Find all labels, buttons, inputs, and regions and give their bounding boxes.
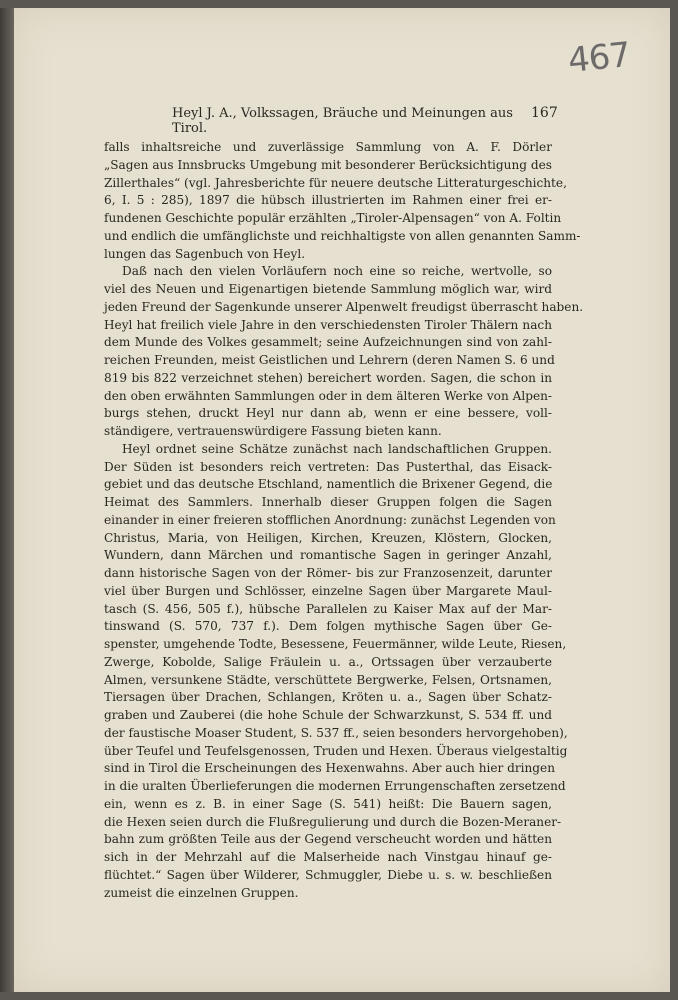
text-line: sich in der Mehrzahl auf die Malserheide nach Vinstgau hinauf ge- <box>104 850 552 864</box>
text-line: Daß nach den vielen Vorläufern noch eine so reiche, wertvolle, so <box>122 264 552 279</box>
text-line: in die uralten Überlieferungen die modernen Errungenschaften zersetzend <box>104 779 566 793</box>
text-line: spenster, umgehende Todte, Besessene, Feuermänner, wilde Leute, Riesen, <box>104 637 567 651</box>
running-head: Heyl J. A., Volkssagen, Bräuche und Meinungen aus Tirol. <box>172 106 513 136</box>
text-line: „Sagen aus Innsbrucks Umgebung mit besonderer Berücksichtigung des <box>104 157 552 172</box>
text-line: Heyl ordnet seine Schätze zunächst nach landschaftlichen Gruppen. <box>122 441 552 456</box>
text-line: jeden Freund der Sagenkunde unserer Alpenwelt freudigst überrascht haben. <box>104 299 584 314</box>
text-line: ein, wenn es z. B. in einer Sage (S. 541) heißt: Die Bauern sagen, <box>104 796 552 811</box>
text-line: zumeist die einzelnen Gruppen. <box>104 885 299 900</box>
text-line: die Hexen seien durch die Flußregulierung und durch die Bozen-Meraner- <box>104 814 562 829</box>
text-line: Christus, Maria, von Heiligen, Kirchen, Kreuzen, Klöstern, Glocken, <box>104 530 552 545</box>
text-line: gebiet und das deutsche Etschland, namentlich die Brixener Gegend, die <box>104 477 553 492</box>
text-line: Der Süden ist besonders reich vertreten: Das Pusterthal, das Eisack- <box>104 459 552 474</box>
text-line: lungen das Sagenbuch von Heyl. <box>104 246 306 261</box>
text-line: Zwerge, Kobolde, Salige Fräulein u. a., Ortssagen über verzauberte <box>104 654 552 669</box>
text-line: viel über Burgen und Schlösser, einzelne Sagen über Margarete Maul- <box>104 583 552 598</box>
text-line: 6, I. 5 : 285), 1897 die hübsch illustrierten im Rahmen einer frei er- <box>104 193 552 208</box>
text-line: viel des Neuen und Eigenartigen bietende Sammlung möglich war, wird <box>104 282 552 296</box>
text-line: fundenen Geschichte populär erzählten „Tiroler-Alpensagen“ von A. Foltin <box>104 211 562 225</box>
text-line: einander in einer freieren stofflichen Anordnung: zunächst Legenden von <box>104 512 556 527</box>
text-line: Tiersagen über Drachen, Schlangen, Kröten u. a., Sagen über Schatz- <box>104 690 552 705</box>
text-line: dem Munde des Volkes gesammelt; seine Aufzeichnungen sind von zahl- <box>104 335 552 350</box>
text-line: und endlich die umfänglichste und reichhaltigste von allen genannten Samm- <box>104 228 581 243</box>
text-line: Almen, versunkene Städte, verschüttete Bergwerke, Felsen, Ortsnamen, <box>104 672 552 687</box>
text-line: der faustische Moaser Student, S. 537 ff., seien besonders hervorgehoben), <box>104 725 568 740</box>
text-line: flüchtet.“ Sagen über Wilderer, Schmuggler, Diebe u. s. w. beschließen <box>104 867 552 882</box>
text-line: Heimat des Sammlers. Innerhalb dieser Gruppen folgen die Sagen <box>104 495 552 509</box>
text-line: den oben erwähnten Sammlungen oder in dem älteren Werke von Alpen- <box>104 388 552 403</box>
scan-edge-shadow <box>0 8 14 992</box>
body-text <box>104 139 584 902</box>
text-line: falls inhaltsreiche und zuverlässige Sammlung von A. F. Dörler <box>104 140 552 154</box>
pencil-folio-number: 467 <box>566 34 632 82</box>
text-line: tinswand (S. 570, 737 f.). Dem folgen mythische Sagen über Ge- <box>104 619 552 634</box>
text-line: 819 bis 822 verzeichnet stehen) bereichert worden. Sagen, die schon in <box>104 370 552 385</box>
text-line: sind in Tirol die Erscheinungen des Hexenwahns. Aber auch hier dringen <box>104 761 555 776</box>
text-line: dann historische Sagen von der Römer- bis zur Franzosenzeit, darunter <box>104 566 552 580</box>
text-line: ständigere, vertrauenswürdigere Fassung bieten kann. <box>104 424 442 438</box>
text-line: über Teufel und Teufelsgenossen, Truden und Hexen. Überaus vielgestaltig <box>104 743 568 758</box>
text-line: Zillerthales“ (vgl. Jahresberichte für neuere deutsche Litteraturgeschichte, <box>104 175 567 190</box>
text-line: Wundern, dann Märchen und romantische Sagen in geringer Anzahl, <box>104 548 552 563</box>
text-line: burgs stehen, druckt Heyl nur dann ab, wenn er eine bessere, voll- <box>104 406 552 421</box>
text-line: bahn zum größten Teile aus der Gegend verscheucht worden und hätten <box>104 832 552 847</box>
page-number: 167 <box>531 105 558 121</box>
text-line: graben und Zauberei (die hohe Schule der Schwarzkunst, S. 534 ff. und <box>104 708 552 722</box>
text-line: reichen Freunden, meist Geistlichen und Lehrern (deren Namen S. 6 und <box>104 353 555 367</box>
text-line: Heyl hat freilich viele Jahre in den verschiedensten Tiroler Thälern nach <box>104 317 552 332</box>
text-line: tasch (S. 456, 505 f.), hübsche Parallelen zu Kaiser Max auf der Mar- <box>104 601 552 616</box>
